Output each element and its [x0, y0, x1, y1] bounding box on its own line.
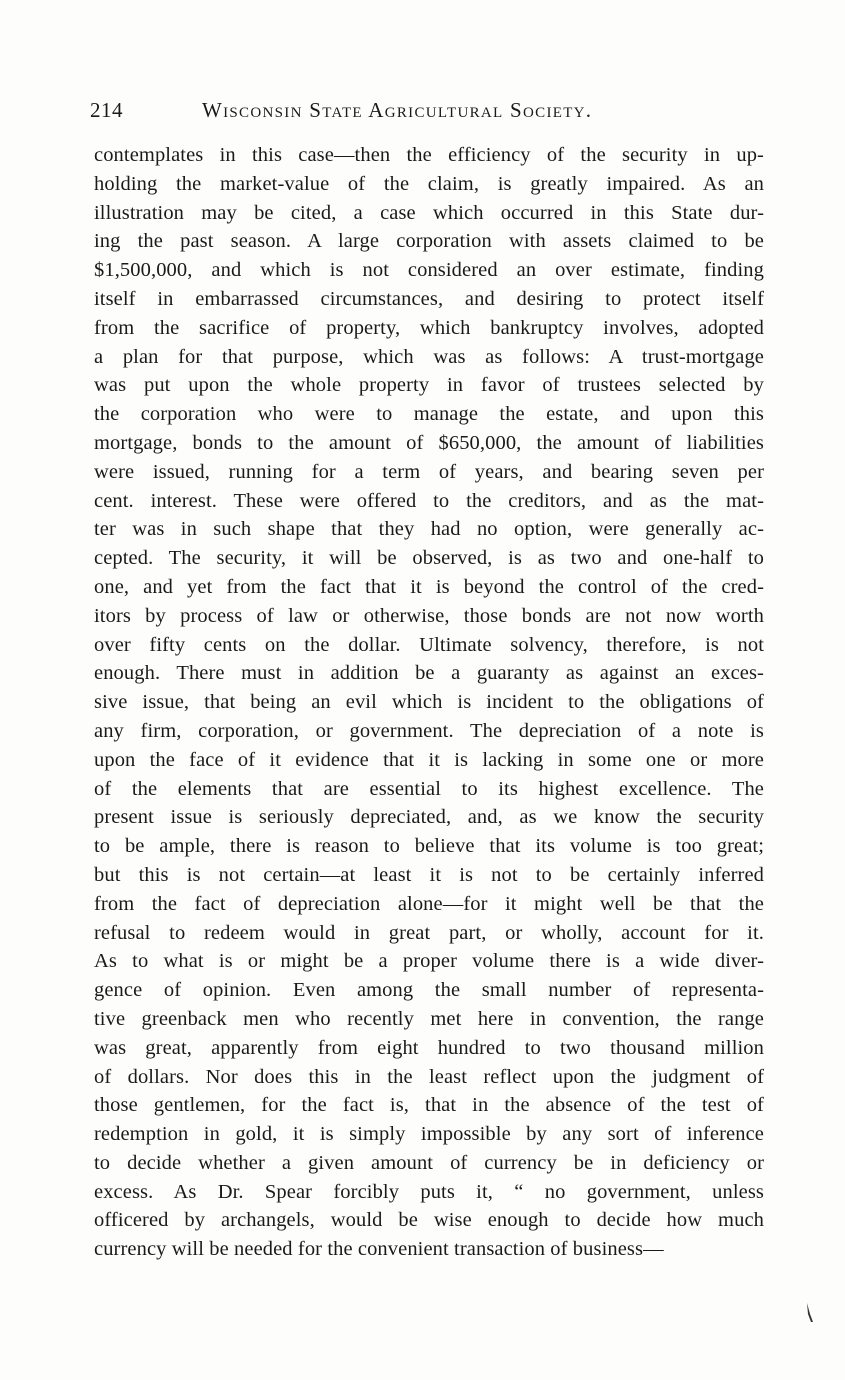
text-line: was put upon the whole property in favor of trustees selected by — [94, 374, 764, 397]
text-line: from the sacrifice of property, which bankruptcy involves, adopted — [94, 316, 764, 339]
text-line: of dollars. Nor does this in the least reflect upon the judgment of — [94, 1065, 764, 1088]
text-line: upon the face of it evidence that it is lacking in some one or more — [94, 748, 764, 771]
text-line: mortgage, bonds to the amount of $650,000, the amount of liabilities — [94, 431, 764, 454]
text-line: officered by archangels, would be wise enough to decide how much — [94, 1209, 764, 1232]
text-line: any firm, corporation, or government. The depreciation of a note is — [94, 719, 764, 742]
ink-speck-mark — [805, 1302, 815, 1324]
text-line: contemplates in this case—then the efficiency of the security in up- — [94, 144, 764, 166]
text-line: to decide whether a given amount of currency be in deficiency or — [94, 1151, 764, 1174]
text-line: one, and yet from the fact that it is beyond the control of the cred- — [94, 575, 764, 598]
page-header — [90, 98, 760, 130]
text-line: As to what is or might be a proper volume there is a wide diver- — [94, 950, 764, 973]
text-line: present issue is seriously depreciated, and, as we know the security — [94, 806, 764, 829]
text-line: itself in embarrassed circumstances, and desiring to protect itself — [94, 287, 764, 310]
text-line: from the fact of depreciation alone—for it might well be that the — [94, 892, 764, 915]
text-line: redemption in gold, it is simply impossible by any sort of inference — [94, 1123, 764, 1146]
text-line: tive greenback men who recently met here in convention, the range — [94, 1007, 764, 1030]
text-line: ing the past season. A large corporation with assets claimed to be — [94, 230, 764, 253]
text-line: over fifty cents on the dollar. Ultimate solvency, therefore, is not — [94, 633, 764, 656]
text-line: those gentlemen, for the fact is, that in the absence of the test of — [94, 1094, 764, 1117]
text-line: but this is not certain—at least it is not to be certainly inferred — [94, 863, 764, 886]
text-line: $1,500,000, and which is not considered an over estimate, finding — [94, 259, 764, 282]
body-text — [94, 141, 764, 1264]
text-line: itors by process of law or otherwise, those bonds are not now worth — [94, 604, 764, 627]
text-line: were issued, running for a term of years, and bearing seven per — [94, 460, 764, 483]
text-line: gence of opinion. Even among the small number of representa- — [94, 979, 764, 1002]
page-number: 214 — [90, 98, 123, 122]
text-line: sive issue, that being an evil which is incident to the obligations of — [94, 691, 764, 714]
text-line: refusal to redeem would in great part, or wholly, account for it. — [94, 921, 764, 944]
text-line: excess. As Dr. Spear forcibly puts it, “ no government, unless — [94, 1180, 764, 1203]
text-line: holding the market-value of the claim, is greatly impaired. As an — [94, 172, 764, 195]
text-line: ter was in such shape that they had no option, were generally ac- — [94, 518, 764, 541]
text-line: illustration may be cited, a case which occurred in this State dur- — [94, 201, 764, 224]
text-line: was great, apparently from eight hundred to two thousand million — [94, 1036, 764, 1059]
text-line: enough. There must in addition be a guaranty as against an exces- — [94, 662, 764, 685]
text-line: the corporation who were to manage the estate, and upon this — [94, 403, 764, 426]
text-line: to be ample, there is reason to believe that its volume is too great; — [94, 835, 764, 858]
text-line: cent. interest. These were offered to the creditors, and as the mat- — [94, 489, 764, 512]
text-line: a plan for that purpose, which was as follows: A trust-mortgage — [94, 345, 764, 368]
text-line: cepted. The security, it will be observed, is as two and one-half to — [94, 547, 764, 570]
text-line: of the elements that are essential to its highest excellence. The — [94, 777, 764, 800]
text-line: currency will be needed for the convenient transaction of business— — [94, 1238, 664, 1261]
running-head: Wisconsin State Agricultural Society. — [202, 98, 593, 122]
